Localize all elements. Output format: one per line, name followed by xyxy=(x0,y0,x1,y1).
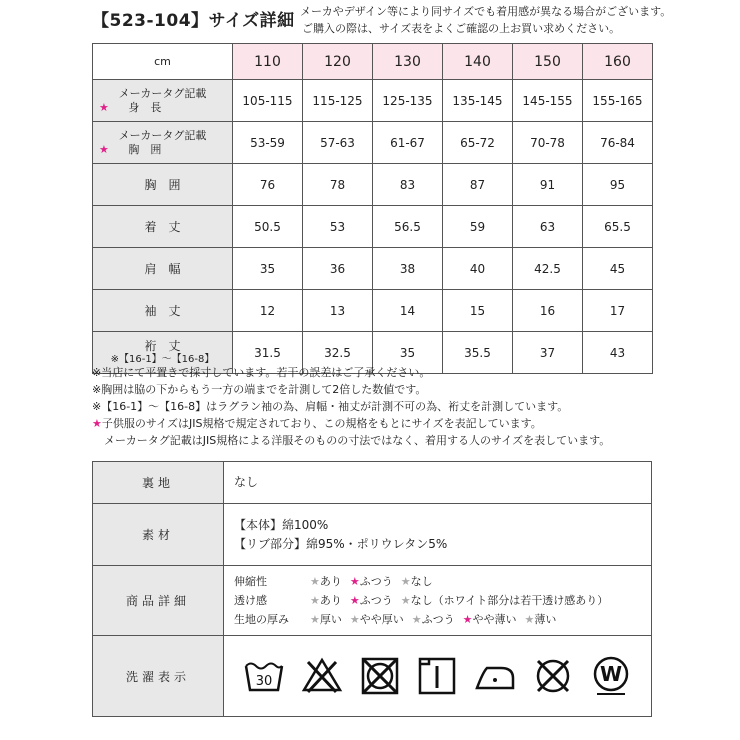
detail-option: ★あり xyxy=(310,575,342,588)
table-row xyxy=(93,80,653,122)
header-note-line1: メーカやデザイン等により同サイズでも着用感が異なる場合がございます。 xyxy=(300,5,672,18)
detail-option-selected: ★ふつう xyxy=(349,594,393,607)
row-label-line2 xyxy=(93,101,232,115)
info-table xyxy=(92,461,652,717)
detail-stretch xyxy=(234,572,650,591)
detail-name: 生地の厚み xyxy=(234,613,289,626)
note-line: ※当店にて平置きで採寸しています。若干の誤差はご了承ください。 xyxy=(92,366,431,379)
iron-icon xyxy=(473,654,517,698)
line-dry-icon xyxy=(415,654,459,698)
table-cell: 76 xyxy=(233,164,303,206)
table-cell: 95 xyxy=(583,164,653,206)
info-row-details xyxy=(93,566,652,636)
table-cell: 45 xyxy=(583,248,653,290)
table-cell: 53-59 xyxy=(233,122,303,164)
wash-label: 洗濯表示 xyxy=(93,636,224,717)
row-label-note: ※【16-1】～【16-8】 xyxy=(110,353,215,365)
table-cell: 155-165 xyxy=(583,80,653,122)
detail-option-selected: ★ふつう xyxy=(349,575,393,588)
wash-symbols xyxy=(224,636,652,717)
table-cell: 16 xyxy=(513,290,583,332)
table-cell: 14 xyxy=(373,290,443,332)
row-label-line1: 裄 丈 xyxy=(144,338,181,353)
note-line: メーカータグ記載はJIS規格による洋服そのものの寸法ではなく、着用する人のサイズを表しています。 xyxy=(104,434,611,447)
note-line: ※胸囲は脇の下からもう一方の端までを計測して2倍した数値です。 xyxy=(92,383,427,396)
row-label-line1: メーカータグ記載 xyxy=(118,86,207,100)
material-line: 【リブ部分】綿95%・ポリウレタン5% xyxy=(234,536,448,551)
size-header: 140 xyxy=(443,44,513,80)
size-table xyxy=(92,43,653,374)
wet-clean-icon xyxy=(589,654,633,698)
table-cell: 53 xyxy=(303,206,373,248)
note-line: ※【16-1】～【16-8】はラグラン袖の為、肩幅・袖丈が計測不可の為、裄丈を計測しています。 xyxy=(92,400,569,413)
table-row xyxy=(93,290,653,332)
table-row xyxy=(93,122,653,164)
table-cell: 76-84 xyxy=(583,122,653,164)
star-icon: ★ xyxy=(92,417,102,430)
star-icon: ★ xyxy=(99,142,109,156)
note-line xyxy=(92,415,610,432)
info-row-lining xyxy=(93,462,652,504)
table-cell: 61-67 xyxy=(373,122,443,164)
size-header: 120 xyxy=(303,44,373,80)
detail-sheer xyxy=(234,591,650,610)
table-cell: 145-155 xyxy=(513,80,583,122)
detail-option: ★なし xyxy=(400,575,433,588)
detail-option-selected: ★やや薄い xyxy=(462,613,517,626)
size-header-row xyxy=(93,44,653,80)
wash-temp-text: 30 xyxy=(255,674,273,689)
header-note-line2: ご購入の際は、サイズ表をよくご確認の上お買い求めください。 xyxy=(302,22,621,35)
table-cell: 87 xyxy=(443,164,513,206)
row-label: 胸 囲 xyxy=(93,164,233,206)
detail-option: ★やや厚い xyxy=(349,613,404,626)
detail-option: ★なし（ホワイト部分は若干透け感あり） xyxy=(400,594,609,607)
detail-option: ★薄い xyxy=(524,613,557,626)
table-cell: 135-145 xyxy=(443,80,513,122)
detail-name: 伸縮性 xyxy=(234,575,267,588)
row-label-line1: メーカータグ記載 xyxy=(118,128,207,142)
lining-value: なし xyxy=(224,462,652,504)
table-cell: 13 xyxy=(303,290,373,332)
table-cell: 91 xyxy=(513,164,583,206)
note-text: 子供服のサイズはJIS規格で規定されており、この規格をもとにサイズを表記しています。 xyxy=(101,417,542,430)
detail-name: 透け感 xyxy=(234,594,267,607)
info-row-material xyxy=(93,504,652,566)
table-cell: 35.5 xyxy=(443,332,513,374)
detail-option: ★あり xyxy=(310,594,342,607)
table-cell: 125-135 xyxy=(373,80,443,122)
table-cell: 40 xyxy=(443,248,513,290)
no-bleach-icon xyxy=(300,654,344,698)
table-row xyxy=(93,164,653,206)
row-label-text: 胸 囲 xyxy=(128,142,162,156)
page-title: 【523-104】サイズ詳細 xyxy=(92,11,295,31)
table-cell: 78 xyxy=(303,164,373,206)
table-cell: 12 xyxy=(233,290,303,332)
table-cell: 65.5 xyxy=(583,206,653,248)
table-cell: 63 xyxy=(513,206,583,248)
table-cell: 115-125 xyxy=(303,80,373,122)
material-line: 【本体】綿100% xyxy=(234,517,329,532)
detail-label: 商品詳細 xyxy=(93,566,224,636)
row-label xyxy=(93,80,233,122)
no-tumble-dry-icon xyxy=(358,654,402,698)
info-row-wash xyxy=(93,636,652,717)
material-value xyxy=(224,504,652,566)
table-row xyxy=(93,206,653,248)
wet-clean-letter: W xyxy=(599,662,623,686)
table-cell: 83 xyxy=(373,164,443,206)
table-cell: 38 xyxy=(373,248,443,290)
table-cell: 36 xyxy=(303,248,373,290)
material-label: 素材 xyxy=(93,504,224,566)
table-cell: 43 xyxy=(583,332,653,374)
table-cell: 35 xyxy=(233,248,303,290)
detail-thickness xyxy=(234,610,650,629)
table-row xyxy=(93,248,653,290)
detail-option: ★ふつう xyxy=(411,613,455,626)
table-cell: 37 xyxy=(513,332,583,374)
size-header: 130 xyxy=(373,44,443,80)
table-cell: 35 xyxy=(373,332,443,374)
size-header: 110 xyxy=(233,44,303,80)
no-dry-clean-icon xyxy=(531,654,575,698)
table-cell: 31.5 xyxy=(233,332,303,374)
table-cell: 70-78 xyxy=(513,122,583,164)
notes-block xyxy=(92,364,610,449)
detail-value xyxy=(224,566,652,636)
row-label xyxy=(93,122,233,164)
table-cell: 105-115 xyxy=(233,80,303,122)
table-cell: 15 xyxy=(443,290,513,332)
row-label: 着 丈 xyxy=(93,206,233,248)
lining-label: 裏地 xyxy=(93,462,224,504)
detail-option: ★厚い xyxy=(310,613,342,626)
table-cell: 65-72 xyxy=(443,122,513,164)
wash-30-icon xyxy=(242,654,286,698)
table-cell: 59 xyxy=(443,206,513,248)
star-icon: ★ xyxy=(99,100,109,114)
table-cell: 32.5 xyxy=(303,332,373,374)
row-label-line2 xyxy=(93,143,232,157)
table-cell: 57-63 xyxy=(303,122,373,164)
row-label: 肩 幅 xyxy=(93,248,233,290)
table-cell: 42.5 xyxy=(513,248,583,290)
row-label-text: 身 長 xyxy=(128,100,162,114)
size-header: 150 xyxy=(513,44,583,80)
header-note xyxy=(300,3,671,37)
table-cell: 17 xyxy=(583,290,653,332)
size-header: 160 xyxy=(583,44,653,80)
table-cell: 50.5 xyxy=(233,206,303,248)
row-label: 袖 丈 xyxy=(93,290,233,332)
table-cell: 56.5 xyxy=(373,206,443,248)
unit-cell: cm xyxy=(93,44,233,80)
